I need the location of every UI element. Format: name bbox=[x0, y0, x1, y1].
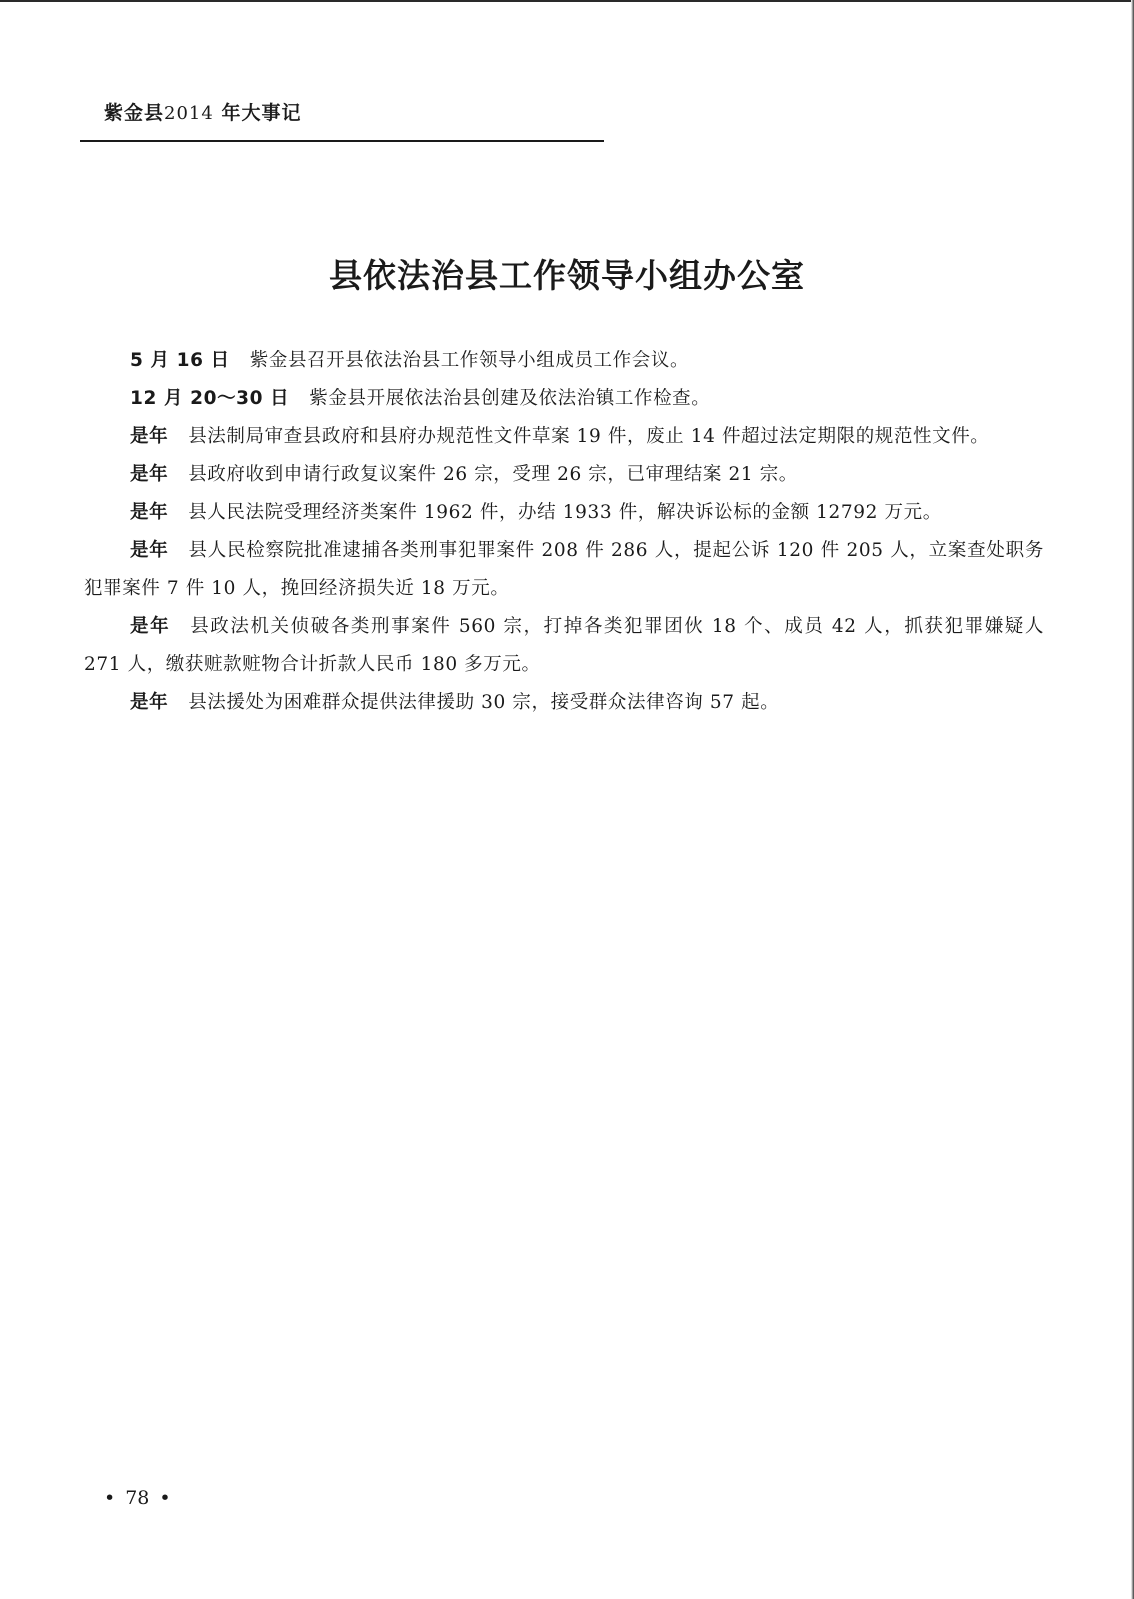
entry-item bbox=[84, 494, 1044, 532]
header-title-prefix: 紫金县 bbox=[104, 102, 165, 124]
entry-text: 县政府收到申请行政复议案件 26 宗，受理 26 宗，已审理结案 21 宗。 bbox=[188, 464, 798, 485]
entry-date: 5 月 16 日 bbox=[130, 350, 230, 371]
entry-date: 是年 bbox=[130, 692, 169, 713]
header-rule bbox=[80, 140, 604, 142]
entry-text: 县法制局审查县政府和县府办规范性文件草案 19 件，废止 14 件超过法定期限的规范性文件。 bbox=[188, 426, 990, 447]
running-header bbox=[104, 98, 301, 125]
entry-text: 县人民法院受理经济类案件 1962 件，办结 1933 件，解决诉讼标的金额 12792 万元。 bbox=[188, 502, 942, 523]
entry-text: 紫金县召开县依法治县工作领导小组成员工作会议。 bbox=[249, 350, 690, 371]
entry-date: 是年 bbox=[130, 464, 169, 485]
header-title-suffix: 年大事记 bbox=[221, 102, 302, 124]
entry-date: 是年 bbox=[130, 426, 169, 447]
entry-item bbox=[84, 418, 1044, 456]
entry-item bbox=[84, 684, 1044, 722]
entry-item bbox=[84, 456, 1044, 494]
entry-date: 12 月 20～30 日 bbox=[130, 388, 290, 409]
page-top-edge bbox=[0, 0, 1134, 2]
entry-date: 是年 bbox=[130, 540, 169, 561]
entry-list bbox=[84, 342, 1044, 722]
entry-item bbox=[84, 532, 1044, 608]
entry-text: 紫金县开展依法治县创建及依法治镇工作检查。 bbox=[309, 388, 711, 409]
entry-text: 县人民检察院批准逮捕各类刑事犯罪案件 208 件 286 人，提起公诉 120 件 205 人，立案查处职务犯罪案件 7 件 10 人，挽回经济损失近 18 万元。 bbox=[84, 540, 1044, 599]
page-number bbox=[94, 1487, 181, 1509]
entry-date: 是年 bbox=[130, 502, 169, 523]
bullet-right-icon: • bbox=[159, 1487, 171, 1509]
entry-item bbox=[84, 608, 1044, 684]
page-number-value: 78 bbox=[125, 1487, 150, 1509]
section-title: 县依法治县工作领导小组办公室 bbox=[329, 256, 805, 295]
bullet-left-icon: • bbox=[104, 1487, 116, 1509]
entry-item bbox=[84, 342, 1044, 380]
entry-item bbox=[84, 380, 1044, 418]
entry-date: 是年 bbox=[130, 616, 171, 637]
entry-text: 县政法机关侦破各类刑事案件 560 宗，打掉各类犯罪团伙 18 个、成员 42 人，抓获犯罪嫌疑人 271 人，缴获赃款赃物合计折款人民币 180 多万元。 bbox=[84, 616, 1044, 675]
entry-text: 县法援处为困难群众提供法律援助 30 宗，接受群众法律咨询 57 起。 bbox=[188, 692, 780, 713]
header-title-year: 2014 bbox=[164, 103, 214, 124]
